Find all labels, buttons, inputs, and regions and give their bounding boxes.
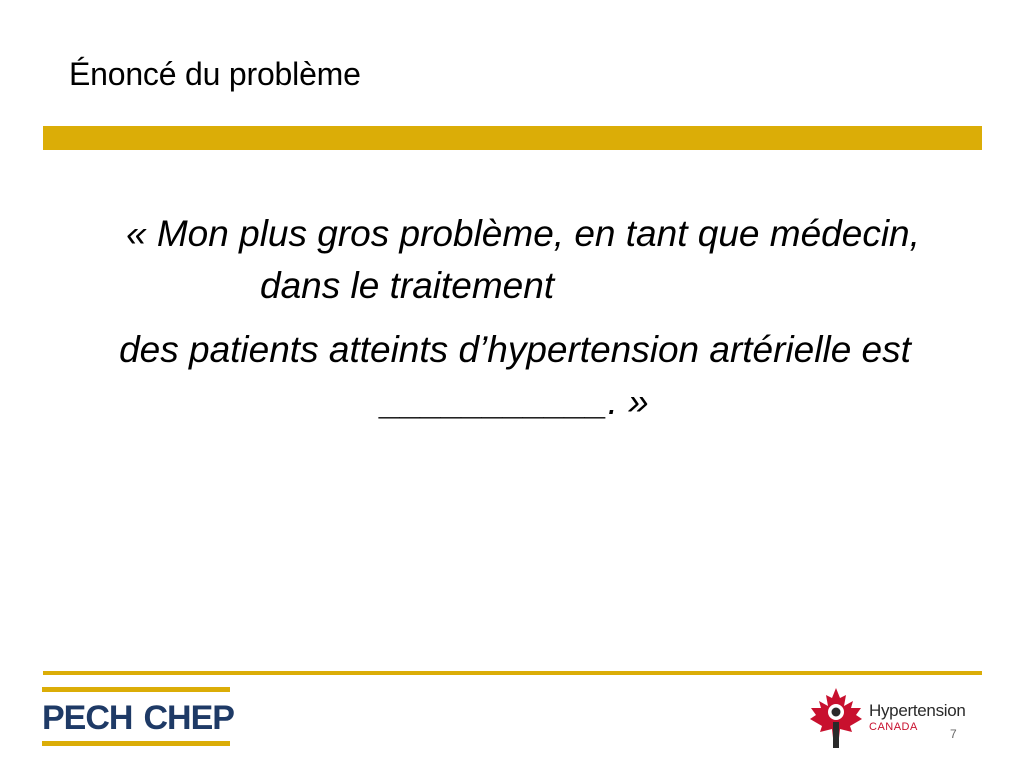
logo-wordmark: [42, 698, 234, 737]
logo-country: CANADA: [869, 721, 918, 733]
page-number: 7: [950, 727, 957, 741]
quote-line-2: des patients atteints d’hypertension artérielle est ___________. »: [119, 329, 911, 422]
title-accent-bar: [43, 126, 982, 150]
logo-word-pech: PECH: [42, 698, 133, 737]
logo-org-name: Hypertension: [869, 701, 966, 720]
logo-word-chep: CHEP: [143, 698, 234, 737]
slide-title: Énoncé du problème: [69, 56, 361, 92]
quote-block: [60, 208, 970, 428]
quote-line-1: « Mon plus gros problème, en tant que médecin, dans le traitement: [126, 213, 920, 306]
pech-chep-logo: [42, 687, 234, 749]
logo-bottom-band: [42, 741, 230, 746]
maple-leaf-icon: [806, 686, 866, 750]
hypertension-canada-logo: [806, 686, 986, 750]
footer-divider-line: [43, 671, 982, 675]
logo-top-band: [42, 687, 230, 692]
